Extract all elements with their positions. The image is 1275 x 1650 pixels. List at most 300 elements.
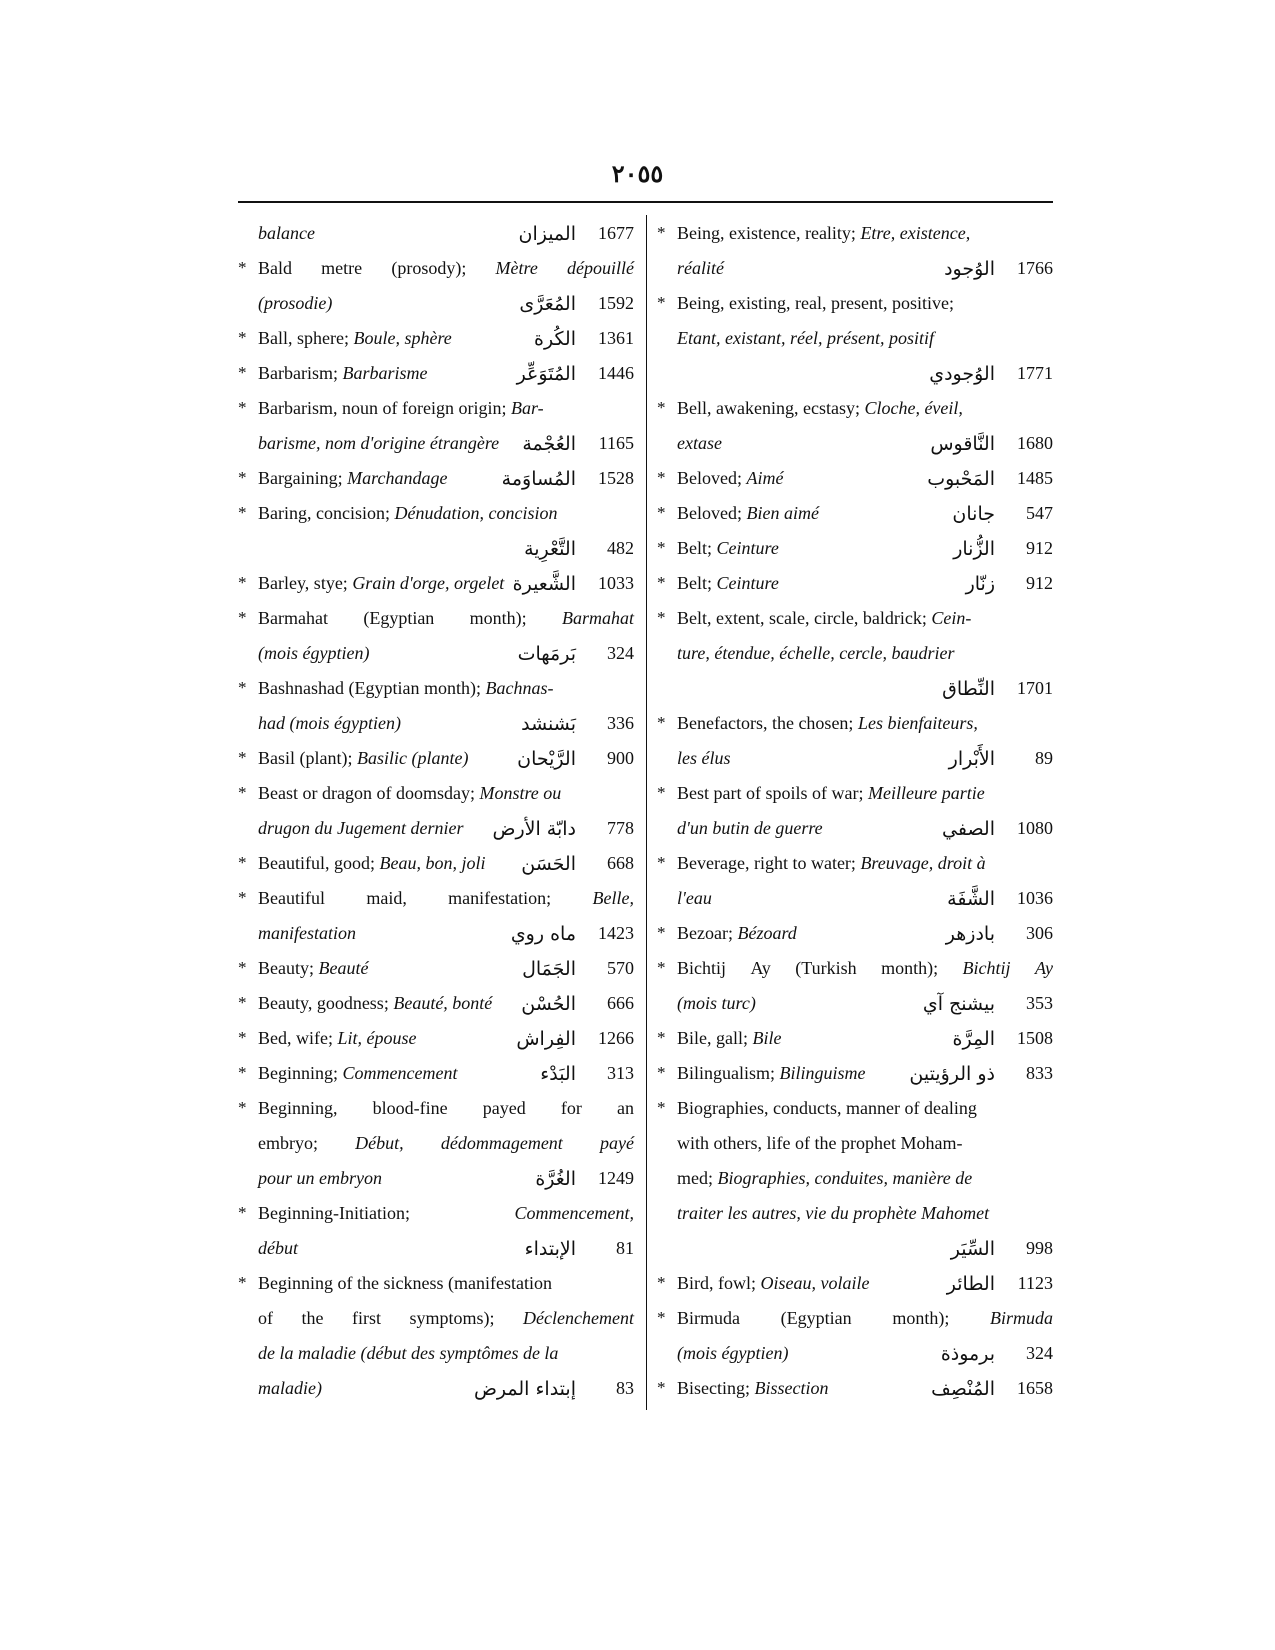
entry-text (238, 1168, 527, 1189)
entry-line (657, 1196, 1053, 1231)
french-term: Oiseau, volaile (760, 1273, 870, 1293)
entry-bullet: * (657, 1028, 666, 1047)
entry-text (657, 853, 1053, 874)
french-term: Mètre (495, 258, 538, 278)
entry-line (657, 811, 1053, 846)
entry-text (238, 923, 503, 944)
entry-line (238, 1021, 634, 1056)
french-term: Etre, existence, (860, 223, 971, 243)
entry-text (238, 1098, 634, 1119)
entry-line (657, 1161, 1053, 1196)
entry-text (238, 1343, 634, 1364)
arabic-term: بادزهر (945, 922, 995, 945)
french-term: had (mois égyptien) (258, 713, 401, 733)
entry-line (238, 741, 634, 776)
english-term: Birmuda (677, 1308, 740, 1328)
french-term: Etant, existant, réel, présent, positif (677, 328, 934, 348)
entry-bullet: * (238, 748, 247, 767)
french-term: barisme, nom d'origine étrangère (258, 433, 500, 453)
entry-bullet: * (238, 573, 247, 592)
entry-text (657, 1098, 1053, 1119)
english-term: metre (321, 258, 363, 278)
french-term: Bézoard (737, 923, 797, 943)
arabic-term: الغُرَّة (535, 1167, 576, 1190)
entry-bullet: * (238, 678, 247, 697)
entry-bullet: * (238, 608, 247, 627)
entry-text (657, 293, 1053, 314)
entry-line (657, 531, 1053, 566)
arabic-term: بَشنشد (521, 712, 576, 735)
entry-line (238, 531, 634, 566)
entry-line (238, 671, 634, 706)
entry-text (238, 1133, 634, 1154)
entry-number: 324 (607, 643, 634, 663)
entry-text (238, 328, 526, 349)
french-term: Belle, (592, 888, 634, 908)
entry-line (238, 391, 634, 426)
entry-bullet: * (657, 538, 666, 557)
english-term: Bichtij (677, 958, 726, 978)
entry-text (657, 398, 1053, 419)
french-term: Marchandage (347, 468, 448, 488)
entry-number: 83 (616, 1378, 634, 1398)
english-term: Bezoar; (677, 923, 738, 943)
entry-line (238, 1196, 634, 1231)
entry-line (238, 1231, 634, 1266)
arabic-term: الصفي (942, 817, 995, 840)
entry-number: 306 (1026, 923, 1053, 943)
english-term: embryo; (258, 1133, 318, 1153)
entry-bullet: * (238, 1098, 247, 1117)
french-term: Lit, épouse (337, 1028, 417, 1048)
entry-text (238, 258, 634, 279)
entry-line (238, 1301, 634, 1336)
entry-number: 89 (1035, 748, 1053, 768)
entry-line (657, 321, 1053, 356)
entry-line (238, 251, 634, 286)
entry-line (657, 706, 1053, 741)
entry-line (238, 286, 634, 321)
arabic-term: التَّعْرِية (524, 537, 576, 560)
entry-text (657, 1133, 1053, 1154)
entry-line (657, 741, 1053, 776)
entry-bullet: * (657, 398, 666, 417)
english-term: month); (469, 608, 527, 628)
arabic-term: الطائر (946, 1272, 995, 1295)
arabic-term: برموذة (940, 1342, 995, 1365)
entry-text (238, 223, 510, 244)
entry-bullet: * (238, 783, 247, 802)
english-term: Beloved; (677, 503, 747, 523)
entry-number: 482 (607, 538, 634, 558)
entry-bullet: * (657, 223, 666, 242)
arabic-term: الفِراش (516, 1027, 576, 1050)
entry-line (238, 1371, 634, 1406)
entry-bullet: * (238, 958, 247, 977)
entry-text (657, 223, 1053, 244)
entry-text (238, 293, 511, 314)
entry-text (657, 818, 934, 839)
entry-line (238, 496, 634, 531)
english-term: Bell, awakening, ecstasy; (677, 398, 865, 418)
english-term: for (560, 1098, 582, 1118)
french-term: Basilic (plante) (356, 748, 469, 768)
english-term: maid, (366, 888, 407, 908)
english-term: Ay (750, 958, 771, 978)
entry-text (657, 713, 1053, 734)
entry-text (238, 1203, 634, 1224)
entry-number: 81 (616, 1238, 634, 1258)
french-term: Monstre ou (479, 783, 562, 803)
entry-line (657, 1231, 1053, 1266)
arabic-term: إبتداء المرض (473, 1377, 576, 1400)
arabic-term: الشَّعيرة (512, 572, 576, 595)
arabic-term: الإبتداء (524, 1237, 576, 1260)
french-term: réalité (677, 258, 724, 278)
entry-number: 547 (1026, 503, 1053, 523)
entry-text (657, 1308, 1053, 1329)
entry-number: 668 (607, 853, 634, 873)
entry-line (238, 566, 634, 601)
entry-bullet: * (238, 468, 247, 487)
arabic-term: الحَسَن (521, 852, 576, 875)
arabic-term: المِرَّة (952, 1027, 995, 1050)
entry-line (238, 1336, 634, 1371)
arabic-term: المُتَوَعِّر (516, 362, 576, 385)
entry-text (238, 958, 514, 979)
arabic-term: الأَبْرار (948, 747, 995, 770)
entry-number: 1701 (1017, 678, 1053, 698)
entry-text (657, 1203, 1053, 1224)
english-term: Bilingualism; (677, 1063, 780, 1083)
entry-line (657, 1266, 1053, 1301)
english-term: (Egyptian (363, 608, 435, 628)
french-term: Déclenchement (523, 1308, 634, 1328)
french-term: Bissection (754, 1378, 829, 1398)
english-term: Beginning-Initiation; (258, 1203, 410, 1223)
entry-text (238, 468, 494, 489)
french-term: début (258, 1238, 298, 1258)
english-term: Barmahat (258, 608, 328, 628)
entry-bullet: * (657, 573, 666, 592)
entry-line (657, 391, 1053, 426)
arabic-term: المُعَرَّى (519, 292, 576, 315)
entry-text (238, 1273, 634, 1294)
english-term: Basil (plant); (258, 748, 357, 768)
entry-text (238, 748, 509, 769)
english-term: month); (892, 1308, 950, 1328)
entry-number: 353 (1026, 993, 1053, 1013)
arabic-term: بَرمَهات (517, 642, 576, 665)
entry-bullet: * (657, 713, 666, 732)
entry-line (238, 986, 634, 1021)
entry-text (657, 1063, 901, 1084)
entry-number: 778 (607, 818, 634, 838)
entry-text (238, 608, 634, 629)
french-term: Cein- (931, 608, 972, 628)
english-term: Belt; (677, 573, 717, 593)
french-term: Beauté, bonté (393, 993, 493, 1013)
entry-number: 1080 (1017, 818, 1053, 838)
english-term: Being, existing, real, present, positive; (677, 293, 954, 313)
entry-line (238, 811, 634, 846)
entry-text (657, 643, 1053, 664)
french-term: Ceinture (716, 538, 779, 558)
french-term: Grain d'orge, orgelet (352, 573, 505, 593)
french-term: Beau, bon, joli (379, 853, 486, 873)
entry-bullet: * (657, 958, 666, 977)
french-term: manifestation (258, 923, 356, 943)
entry-bullet: * (238, 328, 247, 347)
arabic-term: المُنْصِف (931, 1377, 995, 1400)
entry-line (238, 1056, 634, 1091)
entry-line (657, 1301, 1053, 1336)
entry-text (238, 1308, 634, 1329)
french-term: Bichtij (962, 958, 1011, 978)
arabic-term: ماه روي (510, 922, 576, 945)
entry-line (657, 671, 1053, 706)
entry-bullet: * (657, 783, 666, 802)
entry-line (657, 251, 1053, 286)
french-term: Dénudation, concision (394, 503, 558, 523)
french-term: dédommagement (440, 1133, 563, 1153)
entry-text (238, 993, 513, 1014)
entry-text (238, 678, 634, 699)
english-term: (Egyptian (780, 1308, 852, 1328)
entry-bullet: * (657, 1378, 666, 1397)
english-term: Beginning of the sickness (manifestation (258, 1273, 552, 1293)
entry-line (238, 426, 634, 461)
french-term: (mois égyptien) (258, 643, 370, 663)
arabic-term: العُجْمة (522, 432, 576, 455)
entry-bullet: * (657, 1308, 666, 1327)
entry-text (238, 818, 484, 839)
english-term: Bisecting; (677, 1378, 755, 1398)
entry-bullet: * (657, 1273, 666, 1292)
english-term: Beauty; (258, 958, 319, 978)
entry-line (657, 986, 1053, 1021)
entry-bullet: * (657, 503, 666, 522)
french-term: Aimé (746, 468, 784, 488)
french-term: l'eau (677, 888, 712, 908)
english-term: Beginning; (258, 1063, 343, 1083)
entry-line (657, 566, 1053, 601)
entry-text (238, 363, 509, 384)
french-term: Bar- (510, 398, 544, 418)
page-number: ٢٠٥٥ (611, 162, 664, 188)
entry-number: 1508 (1017, 1028, 1053, 1048)
french-term: Commencement (342, 1063, 458, 1083)
english-term: Biographies, conducts, manner of dealing (677, 1098, 977, 1118)
french-term: maladie) (258, 1378, 322, 1398)
english-term: Bird, fowl; (677, 1273, 761, 1293)
english-term: Beautiful, good; (258, 853, 380, 873)
entry-number: 1680 (1017, 433, 1053, 453)
english-term: month); (881, 958, 939, 978)
entry-text (657, 1343, 933, 1364)
arabic-term: السِّيَر (950, 1237, 995, 1260)
entry-number: 1266 (598, 1028, 634, 1048)
arabic-term: الرَّيْحان (517, 747, 576, 770)
english-term: Bile, gall; (677, 1028, 753, 1048)
french-term: drugon du Jugement dernier (258, 818, 464, 838)
entry-number: 1123 (1017, 1273, 1053, 1293)
entry-line (657, 881, 1053, 916)
entry-number: 570 (607, 958, 634, 978)
entry-text (657, 608, 1053, 629)
french-term: Barmahat (562, 608, 634, 628)
english-term: Baring, concision; (258, 503, 395, 523)
french-term: Meilleure partie (867, 783, 985, 803)
entry-text (657, 923, 938, 944)
entry-text (657, 1378, 923, 1399)
entry-line (238, 1126, 634, 1161)
arabic-term: جانان (952, 502, 995, 525)
english-term: (prosody); (391, 258, 467, 278)
arabic-term: النَّاقوس (930, 432, 995, 455)
entry-line (657, 216, 1053, 251)
entry-text (238, 433, 514, 454)
english-term: Bald (258, 258, 292, 278)
entry-line (238, 881, 634, 916)
header-rule (238, 201, 1053, 203)
entry-line (657, 1021, 1053, 1056)
entry-number: 833 (1026, 1063, 1053, 1083)
entry-line (238, 846, 634, 881)
entry-line (657, 426, 1053, 461)
entry-text (238, 1063, 532, 1084)
arabic-term: البَدْء (540, 1062, 576, 1085)
english-term: blood-fine (372, 1098, 448, 1118)
entry-line (238, 916, 634, 951)
entry-line (657, 1371, 1053, 1406)
french-term: Birmuda (990, 1308, 1053, 1328)
entry-line (657, 951, 1053, 986)
english-term: Best part of spoils of war; (677, 783, 868, 803)
entry-number: 1677 (598, 223, 634, 243)
entry-bullet: * (238, 1203, 247, 1222)
english-term: Barbarism, noun of foreign origin; (258, 398, 511, 418)
entry-text (657, 573, 958, 594)
entry-bullet: * (657, 853, 666, 872)
english-term: of (258, 1308, 273, 1328)
entry-line (238, 356, 634, 391)
french-term: Ay (1034, 958, 1053, 978)
french-term: Ceinture (716, 573, 779, 593)
english-term: (Turkish (795, 958, 857, 978)
french-term: de la maladie (début des symptômes de la (258, 1343, 559, 1363)
english-term: an (616, 1098, 634, 1118)
entry-number: 1423 (598, 923, 634, 943)
entry-bullet: * (657, 468, 666, 487)
entry-number: 900 (607, 748, 634, 768)
entry-line (238, 951, 634, 986)
french-term: Commencement, (514, 1203, 634, 1223)
english-term: Benefactors, the chosen; (677, 713, 858, 733)
arabic-term: الجَمَال (522, 957, 576, 980)
french-term: extase (677, 433, 722, 453)
entry-number: 998 (1026, 1238, 1053, 1258)
french-term: d'un butin de guerre (677, 818, 823, 838)
arabic-term: الميزان (518, 222, 576, 245)
arabic-term: الوُجود (944, 257, 995, 280)
english-term: med; (677, 1168, 718, 1188)
arabic-term: زنّار (965, 572, 995, 595)
arabic-term: الزُّنار (953, 537, 995, 560)
french-term: Bien aimé (746, 503, 819, 523)
column-divider (646, 215, 647, 1410)
french-term: Barbarisme (342, 363, 428, 383)
entry-text (657, 503, 944, 524)
entry-line (657, 356, 1053, 391)
entry-number: 1528 (598, 468, 634, 488)
entry-number: 1361 (598, 328, 634, 348)
entry-line (657, 1056, 1053, 1091)
english-term: Bed, wife; (258, 1028, 338, 1048)
arabic-term: المُساوَمة (501, 467, 576, 490)
entry-line (657, 1126, 1053, 1161)
entry-number: 912 (1026, 573, 1053, 593)
entry-text (238, 1028, 508, 1049)
entry-text (238, 853, 513, 874)
french-term: Début, (355, 1133, 404, 1153)
english-term: Belt; (677, 538, 717, 558)
french-term: Bachnas- (485, 678, 554, 698)
french-term: ture, étendue, échelle, cercle, baudrier (677, 643, 955, 663)
french-term: Bilinguisme (779, 1063, 866, 1083)
entry-bullet: * (238, 1063, 247, 1082)
entry-text (238, 783, 634, 804)
entry-line (657, 496, 1053, 531)
entry-bullet: * (238, 993, 247, 1012)
entry-bullet: * (657, 923, 666, 942)
entry-text (238, 398, 634, 419)
entry-bullet: * (238, 853, 247, 872)
entry-number: 336 (607, 713, 634, 733)
entry-line (238, 216, 634, 251)
entry-number: 1485 (1017, 468, 1053, 488)
entry-text (657, 468, 919, 489)
entry-text (657, 1273, 939, 1294)
entry-line (657, 1091, 1053, 1126)
entry-line (657, 1336, 1053, 1371)
entry-text (657, 748, 941, 769)
entry-bullet: * (657, 608, 666, 627)
entry-line (238, 1161, 634, 1196)
arabic-term: النِّطاق (942, 677, 995, 700)
entry-number: 1592 (598, 293, 634, 313)
entry-bullet: * (238, 888, 247, 907)
french-term: dépouillé (566, 258, 634, 278)
french-term: Cloche, éveil, (864, 398, 963, 418)
entry-number: 1033 (598, 573, 634, 593)
french-term: pour un embryon (258, 1168, 382, 1188)
english-term: Beautiful (258, 888, 325, 908)
entry-line (657, 636, 1053, 671)
entry-bullet: * (238, 258, 247, 277)
entry-line (238, 636, 634, 671)
entry-line (238, 601, 634, 636)
entry-text (657, 1168, 1053, 1189)
entry-line (238, 776, 634, 811)
entry-text (238, 503, 634, 524)
english-term: payed (482, 1098, 526, 1118)
english-term: Beginning, (258, 1098, 338, 1118)
english-term: Beauty, goodness; (258, 993, 394, 1013)
entry-text (238, 643, 510, 664)
entry-text (657, 328, 1053, 349)
entry-line (657, 916, 1053, 951)
